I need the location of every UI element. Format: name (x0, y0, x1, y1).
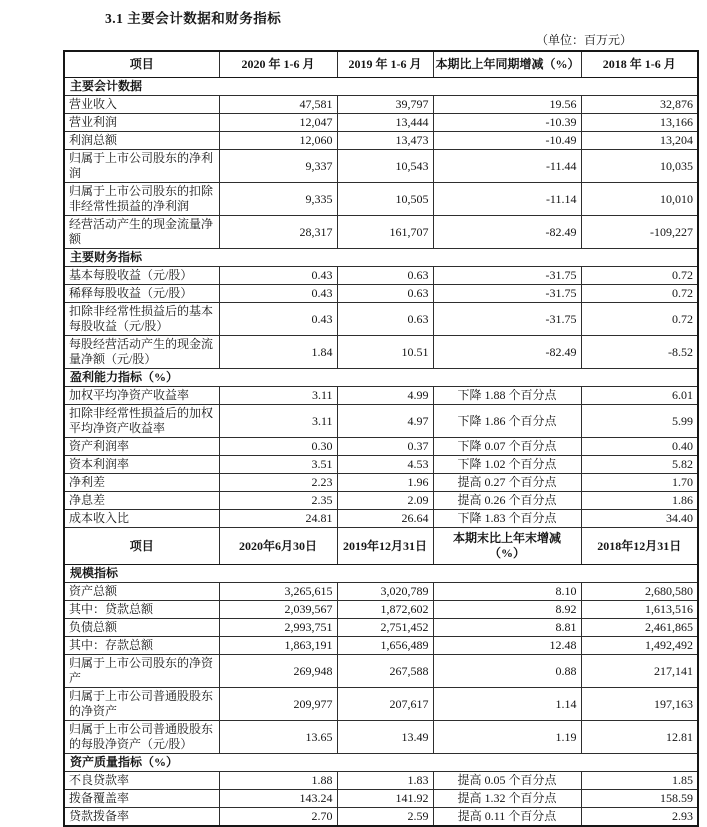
value-cell: 10,035 (581, 150, 698, 183)
header-cell-2019h1: 2019 年 1-6 月 (337, 51, 433, 78)
data-row (64, 405, 698, 438)
financial-indicators-table (63, 50, 699, 827)
header-cell-ytd-change: 本期末比上年末增减（%） (433, 528, 581, 565)
unit-note: （单位：百万元） (535, 33, 632, 47)
value-cell: 32,876 (581, 96, 698, 114)
value-cell: 1,863,191 (219, 637, 337, 655)
value-cell: 13,166 (581, 114, 698, 132)
value-cell: 28,317 (219, 216, 337, 249)
value-cell: 0.63 (337, 267, 433, 285)
header-cell-item-2: 项目 (64, 528, 219, 565)
data-row (64, 619, 698, 637)
value-cell: 4.97 (337, 405, 433, 438)
value-cell: 0.72 (581, 267, 698, 285)
row-label-cell: 不良贷款率 (64, 772, 219, 790)
row-label-cell: 净息差 (64, 492, 219, 510)
change-value-cell: 下降 1.88 个百分点 (433, 387, 581, 405)
row-label-cell: 营业收入 (64, 96, 219, 114)
data-row (64, 132, 698, 150)
header-cell-2020-06-30: 2020年6月30日 (219, 528, 337, 565)
value-cell: 1.88 (219, 772, 337, 790)
value-cell: 2.70 (219, 808, 337, 827)
row-label-cell: 资本利润率 (64, 456, 219, 474)
change-value-cell: -31.75 (433, 267, 581, 285)
value-cell: 9,337 (219, 150, 337, 183)
data-row (64, 721, 698, 754)
data-row (64, 114, 698, 132)
value-cell: 1.96 (337, 474, 433, 492)
value-cell: 267,588 (337, 655, 433, 688)
change-value-cell: -11.44 (433, 150, 581, 183)
data-row (64, 808, 698, 827)
section-title: 盈利能力指标（%） (64, 369, 698, 387)
row-label-cell: 基本每股收益（元/股） (64, 267, 219, 285)
value-cell: 269,948 (219, 655, 337, 688)
section-title: 资产质量指标（%） (64, 754, 698, 772)
value-cell: 13,473 (337, 132, 433, 150)
section-title: 规模指标 (64, 565, 698, 583)
row-label-cell: 扣除非经常性损益后的基本每股收益（元/股） (64, 303, 219, 336)
value-cell: -8.52 (581, 336, 698, 369)
value-cell: 4.99 (337, 387, 433, 405)
value-cell: 13,204 (581, 132, 698, 150)
data-row (64, 601, 698, 619)
header-cell-2019-12-31: 2019年12月31日 (337, 528, 433, 565)
value-cell: 3,020,789 (337, 583, 433, 601)
data-row (64, 510, 698, 528)
value-cell: 0.43 (219, 285, 337, 303)
change-value-cell: 下降 1.86 个百分点 (433, 405, 581, 438)
value-cell: 209,977 (219, 688, 337, 721)
row-label-cell: 成本收入比 (64, 510, 219, 528)
value-cell: 6.01 (581, 387, 698, 405)
value-cell: 0.63 (337, 285, 433, 303)
value-cell: 1.85 (581, 772, 698, 790)
data-row (64, 150, 698, 183)
section-header-row (64, 249, 698, 267)
header-cell-yoy-change: 本期比上年同期增减（%） (433, 51, 581, 78)
row-label-cell: 加权平均净资产收益率 (64, 387, 219, 405)
value-cell: 34.40 (581, 510, 698, 528)
data-row (64, 688, 698, 721)
value-cell: 2,680,580 (581, 583, 698, 601)
value-cell: 0.63 (337, 303, 433, 336)
header-cell-2018-12-31: 2018年12月31日 (581, 528, 698, 565)
header-cell-2018h1: 2018 年 1-6 月 (581, 51, 698, 78)
data-row (64, 285, 698, 303)
value-cell: 13.49 (337, 721, 433, 754)
change-value-cell: -10.49 (433, 132, 581, 150)
change-value-cell: 1.19 (433, 721, 581, 754)
value-cell: 1,872,602 (337, 601, 433, 619)
value-cell: 2.23 (219, 474, 337, 492)
row-label-cell: 归属于上市公司股东的净资产 (64, 655, 219, 688)
change-value-cell: -10.39 (433, 114, 581, 132)
value-cell: 9,335 (219, 183, 337, 216)
row-label-cell: 每股经营活动产生的现金流量净额（元/股） (64, 336, 219, 369)
data-row (64, 183, 698, 216)
value-cell: 207,617 (337, 688, 433, 721)
change-value-cell: 提高 0.27 个百分点 (433, 474, 581, 492)
table1-header (64, 51, 698, 78)
table2-body (64, 565, 698, 827)
change-value-cell: 8.92 (433, 601, 581, 619)
change-value-cell: 下降 1.02 个百分点 (433, 456, 581, 474)
value-cell: 10,010 (581, 183, 698, 216)
row-label-cell: 其中：存款总额 (64, 637, 219, 655)
value-cell: 4.53 (337, 456, 433, 474)
section-header-row (64, 78, 698, 96)
value-cell: 0.72 (581, 285, 698, 303)
change-value-cell: -31.75 (433, 285, 581, 303)
change-value-cell: 提高 1.32 个百分点 (433, 790, 581, 808)
value-cell: 197,163 (581, 688, 698, 721)
value-cell: 12.81 (581, 721, 698, 754)
change-value-cell: 8.81 (433, 619, 581, 637)
table1-header-row (64, 51, 698, 78)
value-cell: 0.30 (219, 438, 337, 456)
section-header-row (64, 369, 698, 387)
value-cell: 158.59 (581, 790, 698, 808)
change-value-cell: 0.88 (433, 655, 581, 688)
value-cell: 5.82 (581, 456, 698, 474)
value-cell: 3.51 (219, 456, 337, 474)
value-cell: 3,265,615 (219, 583, 337, 601)
value-cell: 13.65 (219, 721, 337, 754)
data-row (64, 216, 698, 249)
section-header-row (64, 565, 698, 583)
value-cell: 0.43 (219, 303, 337, 336)
section-title: 主要财务指标 (64, 249, 698, 267)
row-label-cell: 稀释每股收益（元/股） (64, 285, 219, 303)
value-cell: 0.43 (219, 267, 337, 285)
table1-body (64, 78, 698, 528)
row-label-cell: 归属于上市公司股东的净利润 (64, 150, 219, 183)
value-cell: 10.51 (337, 336, 433, 369)
value-cell: 0.37 (337, 438, 433, 456)
value-cell: 2,751,452 (337, 619, 433, 637)
value-cell: 161,707 (337, 216, 433, 249)
change-value-cell: -31.75 (433, 303, 581, 336)
data-row (64, 637, 698, 655)
value-cell: 141.92 (337, 790, 433, 808)
row-label-cell: 资产总额 (64, 583, 219, 601)
value-cell: 39,797 (337, 96, 433, 114)
value-cell: 1.84 (219, 336, 337, 369)
data-row (64, 267, 698, 285)
data-row (64, 387, 698, 405)
change-value-cell: 8.10 (433, 583, 581, 601)
row-label-cell: 归属于上市公司普通股股东的净资产 (64, 688, 219, 721)
change-value-cell: -11.14 (433, 183, 581, 216)
value-cell: 2.93 (581, 808, 698, 827)
row-label-cell: 净利差 (64, 474, 219, 492)
value-cell: -109,227 (581, 216, 698, 249)
change-value-cell: 下降 1.83 个百分点 (433, 510, 581, 528)
change-value-cell: 12.48 (433, 637, 581, 655)
value-cell: 2,461,865 (581, 619, 698, 637)
section-title: 主要会计数据 (64, 78, 698, 96)
value-cell: 5.99 (581, 405, 698, 438)
data-row (64, 336, 698, 369)
data-row (64, 303, 698, 336)
page-title: 3.1 主要会计数据和财务指标 (105, 11, 282, 26)
table2-header (64, 528, 698, 565)
row-label-cell: 归属于上市公司股东的扣除非经常性损益的净利润 (64, 183, 219, 216)
value-cell: 1.70 (581, 474, 698, 492)
row-label-cell: 利润总额 (64, 132, 219, 150)
value-cell: 2,039,567 (219, 601, 337, 619)
change-value-cell: 1.14 (433, 688, 581, 721)
row-label-cell: 拨备覆盖率 (64, 790, 219, 808)
row-label-cell: 负债总额 (64, 619, 219, 637)
change-value-cell: 19.56 (433, 96, 581, 114)
value-cell: 10,543 (337, 150, 433, 183)
value-cell: 3.11 (219, 387, 337, 405)
row-label-cell: 贷款拨备率 (64, 808, 219, 827)
change-value-cell: 提高 0.11 个百分点 (433, 808, 581, 827)
value-cell: 24.81 (219, 510, 337, 528)
section-header-row (64, 754, 698, 772)
value-cell: 0.72 (581, 303, 698, 336)
value-cell: 217,141 (581, 655, 698, 688)
change-value-cell: 提高 0.26 个百分点 (433, 492, 581, 510)
value-cell: 2.35 (219, 492, 337, 510)
row-label-cell: 其中：贷款总额 (64, 601, 219, 619)
value-cell: 2.09 (337, 492, 433, 510)
value-cell: 47,581 (219, 96, 337, 114)
change-value-cell: 提高 0.05 个百分点 (433, 772, 581, 790)
value-cell: 1,492,492 (581, 637, 698, 655)
row-label-cell: 扣除非经常性损益后的加权平均净资产收益率 (64, 405, 219, 438)
data-row (64, 583, 698, 601)
value-cell: 3.11 (219, 405, 337, 438)
row-label-cell: 营业利润 (64, 114, 219, 132)
value-cell: 1,613,516 (581, 601, 698, 619)
value-cell: 10,505 (337, 183, 433, 216)
data-row (64, 772, 698, 790)
change-value-cell: -82.49 (433, 216, 581, 249)
report-page (0, 7, 707, 823)
data-row (64, 492, 698, 510)
value-cell: 1.83 (337, 772, 433, 790)
data-row (64, 456, 698, 474)
row-label-cell: 归属于上市公司普通股股东的每股净资产（元/股） (64, 721, 219, 754)
header-cell-2020h1: 2020 年 1-6 月 (219, 51, 337, 78)
data-row (64, 438, 698, 456)
value-cell: 12,060 (219, 132, 337, 150)
data-row (64, 655, 698, 688)
row-label-cell: 资产利润率 (64, 438, 219, 456)
table2-header-row (64, 528, 698, 565)
value-cell: 26.64 (337, 510, 433, 528)
value-cell: 13,444 (337, 114, 433, 132)
data-row (64, 790, 698, 808)
value-cell: 0.40 (581, 438, 698, 456)
value-cell: 2,993,751 (219, 619, 337, 637)
change-value-cell: 下降 0.07 个百分点 (433, 438, 581, 456)
data-row (64, 96, 698, 114)
value-cell: 1,656,489 (337, 637, 433, 655)
row-label-cell: 经营活动产生的现金流量净额 (64, 216, 219, 249)
value-cell: 12,047 (219, 114, 337, 132)
value-cell: 143.24 (219, 790, 337, 808)
value-cell: 1.86 (581, 492, 698, 510)
change-value-cell: -82.49 (433, 336, 581, 369)
value-cell: 2.59 (337, 808, 433, 827)
data-row (64, 474, 698, 492)
header-cell-item: 项目 (64, 51, 219, 78)
